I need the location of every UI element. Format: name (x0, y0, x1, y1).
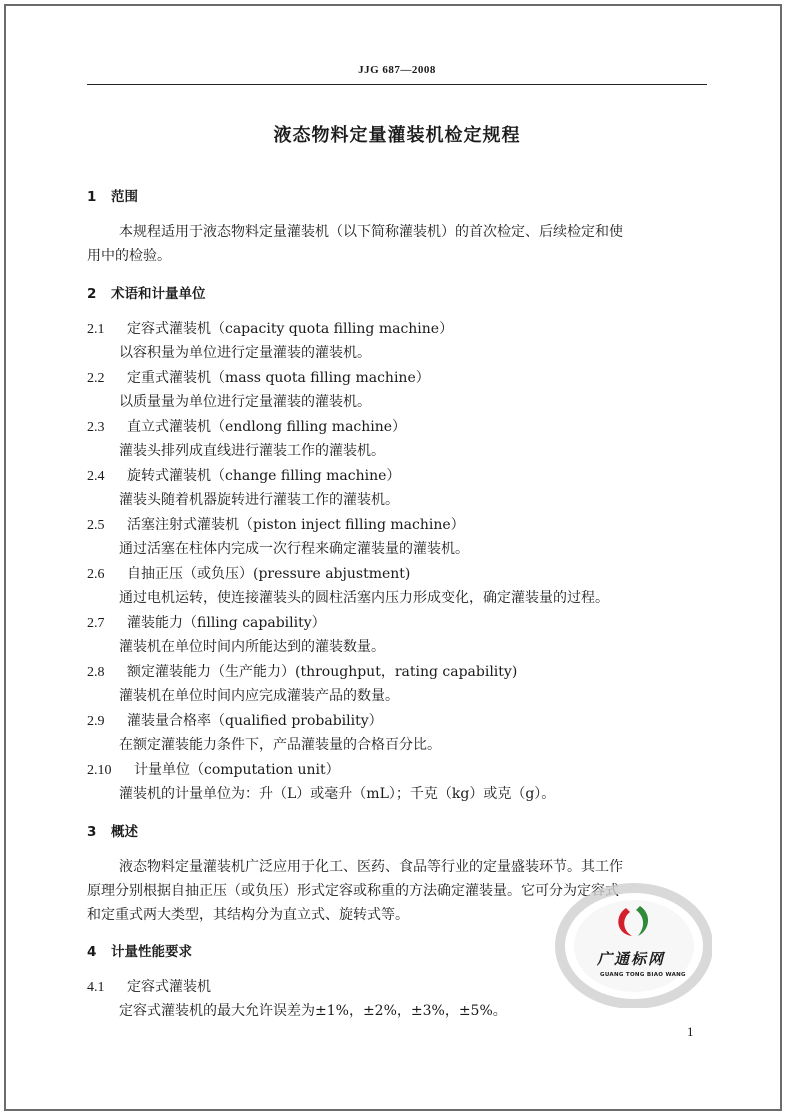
term-title: 灌装量合格率（qualified probability） (127, 713, 383, 729)
section-1-heading (87, 187, 138, 207)
section-title: 范围 (111, 189, 138, 205)
term-number: 2.9 (87, 714, 105, 729)
term-heading (87, 564, 410, 585)
section-number: 3 (87, 824, 97, 840)
term-definition: 以容积量为单位进行定量灌装的灌装机。 (119, 345, 371, 361)
term-number: 2.2 (87, 371, 105, 386)
watermark-subtitle: GUANG TONG BIAO WANG (600, 972, 686, 978)
section-2-heading (87, 284, 206, 304)
term-heading (87, 711, 383, 732)
term-heading (87, 515, 465, 536)
section-number: 2 (87, 286, 97, 302)
term-heading (87, 613, 326, 634)
term-title: 灌装能力（filling capability） (127, 615, 326, 631)
term-number: 2.3 (87, 420, 105, 435)
term-heading (87, 368, 430, 389)
section-3-heading (87, 822, 138, 842)
term-title: 定容式灌装机（capacity quota filling machine） (127, 321, 454, 337)
term-title: 定重式灌装机（mass quota filling machine） (127, 370, 430, 386)
term-heading (87, 417, 406, 438)
paragraph-line: 用中的检验。 (87, 248, 171, 264)
term-number: 2.8 (87, 665, 105, 680)
paragraph-line: 定容式灌装机的最大允许误差为±1%，±2%，±3%，±5%。 (119, 1003, 507, 1019)
term-heading (87, 662, 517, 683)
term-definition: 在额定灌装能力条件下，产品灌装量的合格百分比。 (119, 737, 441, 753)
term-number: 2.1 (87, 322, 105, 337)
term-heading (87, 760, 340, 781)
term-definition: 灌装头排列成直线进行灌装工作的灌装机。 (119, 443, 385, 459)
section-number: 1 (87, 189, 97, 205)
term-definition: 灌装机在单位时间内应完成灌装产品的数量。 (119, 688, 399, 704)
standard-code: JJG 687—2008 (358, 64, 436, 76)
page-number: 1 (687, 1024, 694, 1039)
term-heading (87, 319, 453, 340)
term-number: 2.7 (87, 616, 105, 631)
section-4-heading (87, 942, 192, 962)
term-definition: 灌装机的计量单位为：升（L）或毫升（mL）；千克（kg）或克（g）。 (119, 786, 556, 802)
term-number: 2.4 (87, 469, 105, 484)
term-title: 自抽正压（或负压）(pressure abjustment) (127, 566, 411, 582)
term-number: 2.10 (87, 763, 112, 778)
term-title: 定容式灌装机 (127, 979, 211, 995)
term-title: 旋转式灌装机（change filling machine） (127, 468, 401, 484)
term-definition: 灌装机在单位时间内所能达到的灌装数量。 (119, 639, 385, 655)
watermark-name: 广通标网 (597, 950, 666, 968)
term-definition: 通过电机运转，使连接灌装头的圆柱活塞内压力形成变化，确定灌装量的过程。 (119, 590, 609, 606)
term-definition: 以质量量为单位进行定量灌装的灌装机。 (119, 394, 371, 410)
section-title: 计量性能要求 (111, 944, 192, 960)
section-title: 术语和计量单位 (111, 286, 206, 302)
term-title: 直立式灌装机（endlong filling machine） (127, 419, 407, 435)
term-title: 计量单位（computation unit） (134, 762, 340, 778)
section-number: 4 (87, 944, 97, 960)
term-number: 2.5 (87, 518, 105, 533)
section-title: 概述 (111, 824, 138, 840)
term-definition: 灌装头随着机器旋转进行灌装工作的灌装机。 (119, 492, 399, 508)
subsection-heading (87, 977, 211, 998)
term-definition: 通过活塞在柱体内完成一次行程来确定灌装量的灌装机。 (119, 541, 469, 557)
term-title: 额定灌装能力（生产能力）(throughput，rating capability) (127, 664, 518, 680)
header-rule (87, 84, 707, 85)
document-title: 液态物料定量灌装机检定规程 (273, 125, 521, 146)
term-heading (87, 466, 400, 487)
watermark-stamp (552, 878, 712, 1008)
paragraph-line: 液态物料定量灌装机广泛应用于化工、医药、食品等行业的定量盛装环节。其工作 (119, 859, 623, 875)
term-number: 4.1 (87, 980, 105, 995)
term-title: 活塞注射式灌装机（piston inject filling machine） (127, 517, 465, 533)
paragraph-line: 和定重式两大类型，其结构分为直立式、旋转式等。 (87, 907, 409, 923)
paragraph-line: 原理分别根据自抽正压（或负压）形式定容或称重的方法确定灌装量。它可分为定容式 (87, 883, 619, 899)
paragraph-line: 本规程适用于液态物料定量灌装机（以下简称灌装机）的首次检定、后续检定和使 (119, 224, 623, 240)
term-number: 2.6 (87, 567, 105, 582)
